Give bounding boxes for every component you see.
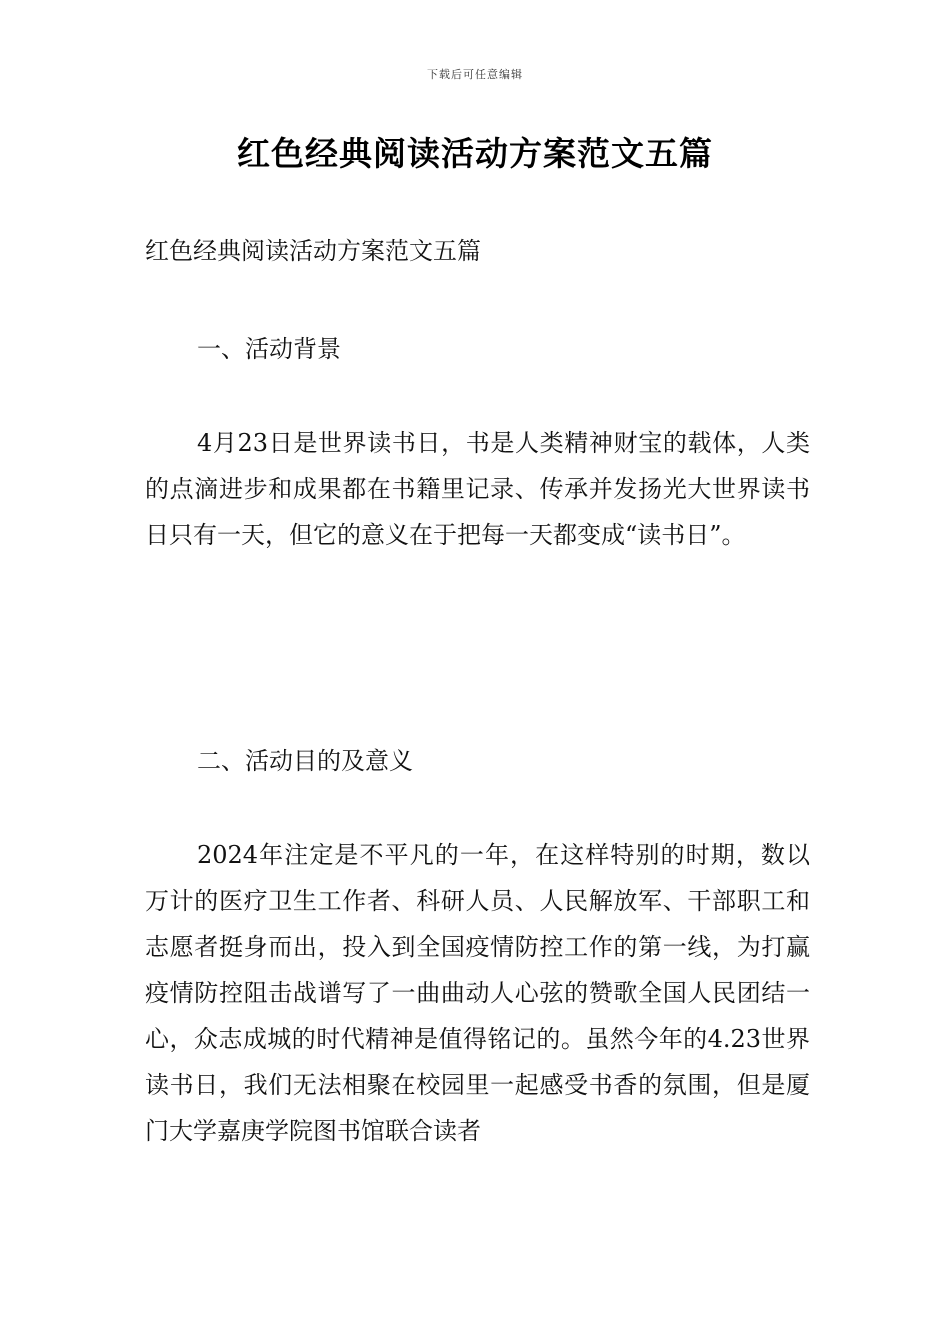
document-subtitle: 红色经典阅读活动方案范文五篇 bbox=[145, 237, 481, 265]
section-heading-purpose: 二、活动目的及意义 bbox=[197, 747, 413, 775]
header-note: 下载后可任意编辑 bbox=[427, 68, 523, 81]
document-title: 红色经典阅读活动方案范文五篇 bbox=[237, 134, 713, 173]
section-paragraph-purpose: 2024年注定是不平凡的一年，在这样特别的时期，数以万计的医疗卫生工作者、科研人员、人民解放军、干部职工和志愿者挺身而出，投入到全国疫情防控工作的第一线，为打赢疫情防控阻击战谱写了一曲曲动人心弦的赞歌全国人民团结一心，众志成城的时代精神是值得铭记的。虽然今年的4.23世界读书日，我们无法相聚在校园里一起感受书香的氛围，但是厦门大学嘉庚学院图书馆联合读者 bbox=[145, 841, 810, 1145]
section-paragraph-background: 4月23日是世界读书日，书是人类精神财宝的载体，人类的点滴进步和成果都在书籍里记录、传承并发扬光大世界读书日只有一天，但它的意义在于把每一天都变成“读书日”。 bbox=[145, 429, 810, 549]
section-heading-background: 一、活动背景 bbox=[197, 335, 341, 363]
document-body bbox=[145, 228, 810, 1154]
